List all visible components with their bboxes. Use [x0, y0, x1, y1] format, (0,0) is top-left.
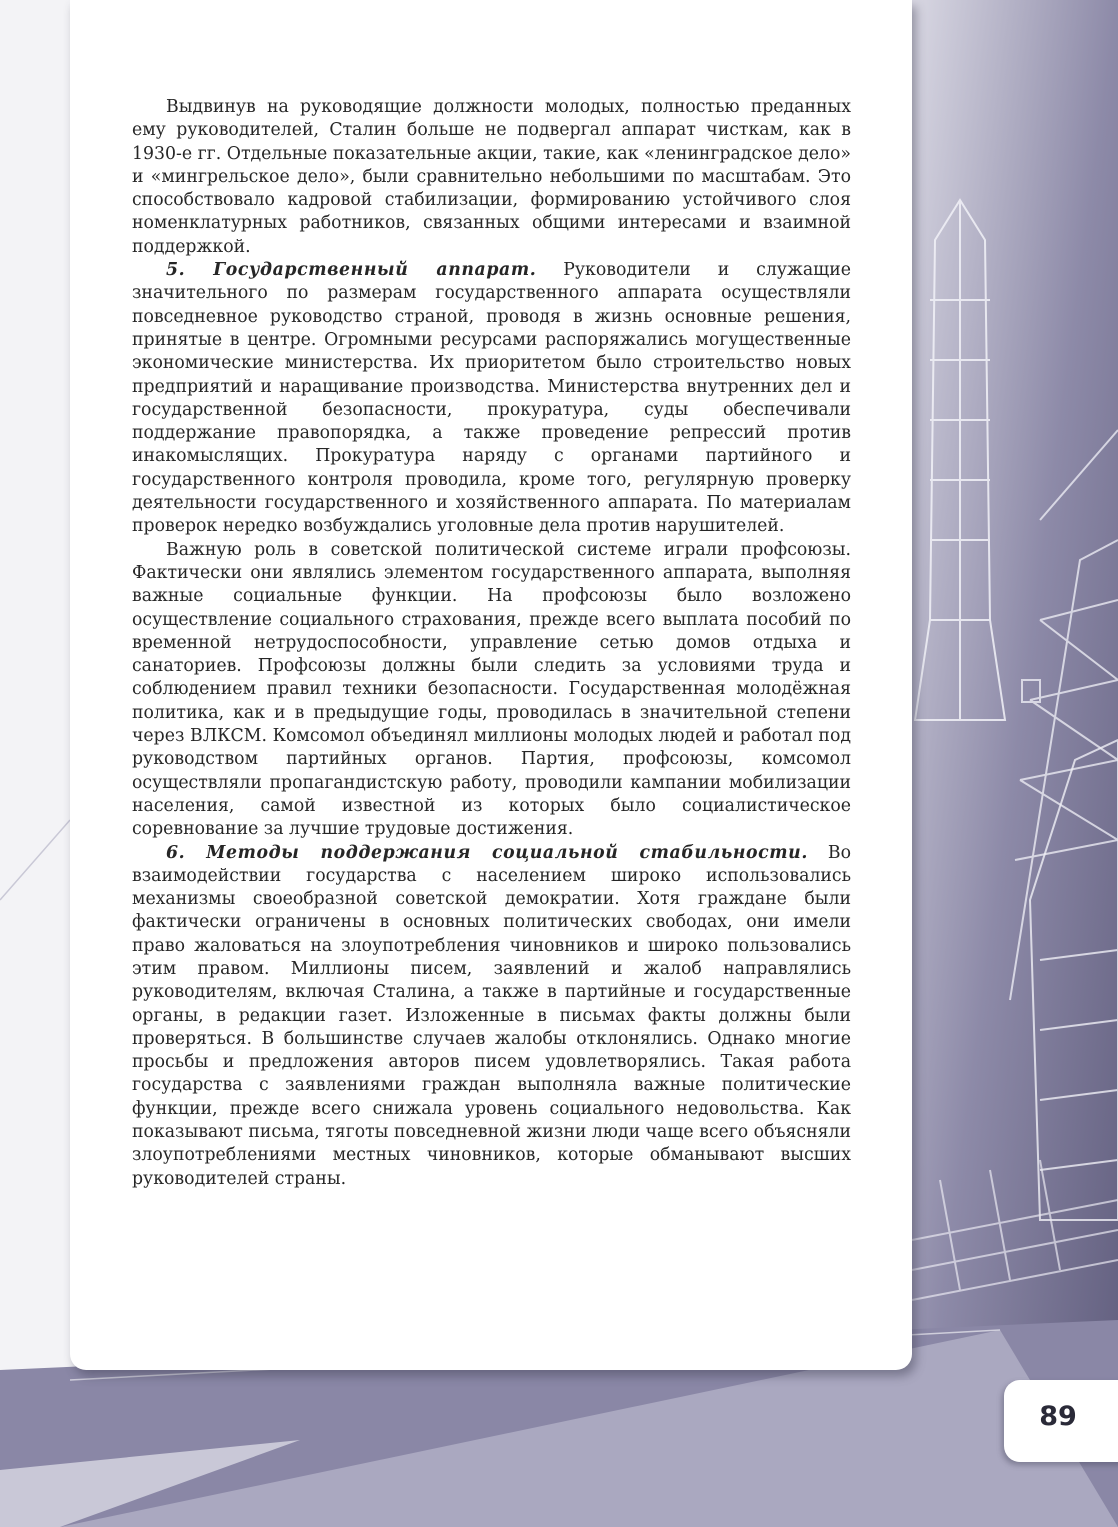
section-heading: 5. Государственный аппарат. — [166, 260, 537, 281]
text-body — [132, 96, 851, 1191]
page-number: 89 — [1039, 1401, 1077, 1432]
paragraph-text: Руководители и служащие значительного по размерам государственного аппарата осуществляли повседневное руководство страной, проводя в жизнь основные решения, принятые в центре. Огромными ресурсами распоряжались могущественные экономические министерства. Их приоритетом было строительство новых предприятий и наращивание производства. Министерства внутренних дел и государственной безопасности, прокуратура, суды обеспечивали поддержание правопорядка, а также проведение репрессий против инакомыслящих. Прокуратура наряду с органами партийного и государственного контроля проводила, кроме того, регулярную проверку деятельности государственного и хозяйственного аппарата. По материалам проверок нередко возбуждались уголовные дела против нарушителей. — [132, 260, 851, 537]
paragraph — [132, 842, 851, 1191]
paragraph — [132, 259, 851, 539]
paragraph-text: Важную роль в советской политической системе играли профсоюзы. Фактически они являлись элементом государственного аппарата, выполняя важные социальные функции. На профсоюзы было возложено осуществление социального страхования, прежде всего выплата пособий по временной нетрудоспособности, управление сетью домов отдыха и санаториев. Профсоюзы должны были следить за условиями труда и соблюдением правил техники безопасности. Государственная молодёжная политика, как и в предыдущие годы, проводилась в значительной степени через ВЛКСМ. Комсомол объединял миллионы молодых людей и работал под руководством партийных органов. Партия, профсоюзы, комсомол осуществляли пропагандистскую работу, проводили кампании мобилизации населения, самой известной из которых было социалистическое соревнование за лучшие трудовые достижения. — [132, 539, 851, 840]
paragraph — [132, 96, 851, 259]
section-heading: 6. Методы поддержания социальной стабильности. — [166, 842, 808, 863]
paragraph-text: Во взаимодействии государства с населением широко использовались механизмы своеобразной советской демократии. Хотя граждане были фактически ограничены в основных политических свободах, они имели право жаловаться на злоупотребления чиновников и широко пользовались этим правом. Миллионы писем, заявлений и жалоб направлялись руководителям, включая Сталина, а также в партийные и государственные органы, в редакции газет. Изложенные в письмах факты должны были проверяться. В большинстве случаев жалобы отклонялись. Однако многие просьбы и предложения авторов писем удовлетворялись. Такая работа государства с заявлениями граждан выполняла важные политические функции, прежде всего снижала уровень социального недовольства. Как показывают письма, тяготы повседневной жизни люди чаще всего объясняли злоупотреблениями местных чиновников, которые обманывают высших руководителей страны. — [132, 842, 851, 1189]
paragraph — [132, 539, 851, 842]
paragraph-text: Выдвинув на руководящие должности молодых, полностью преданных ему руководителей, Сталин больше не подвергал аппарат чисткам, как в 1930-е гг. Отдельные показательные акции, такие, как «ленинградское дело» и «мингрельское дело», были сравнительно небольшими по масштабам. Это способствовало кадровой стабилизации, формированию устойчивого слоя номенклатурных работников, связанных общими интересами и взаимной поддержкой. — [132, 97, 851, 257]
